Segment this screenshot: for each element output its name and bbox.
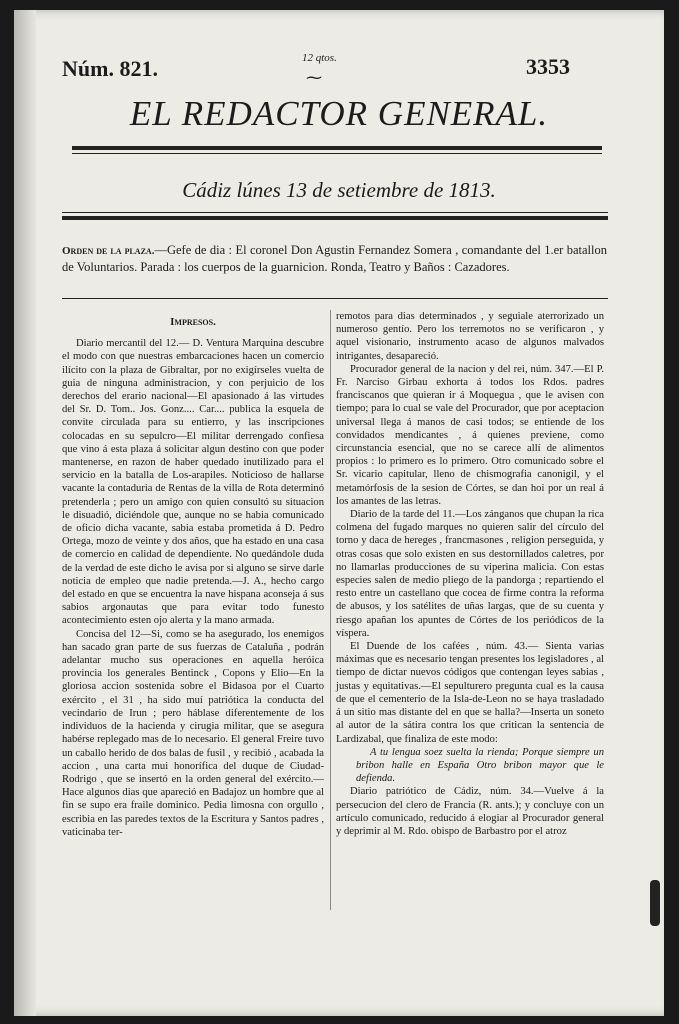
page-fold-shadow xyxy=(14,10,36,1016)
article-diario-patriotico: Diario patriótico de Cádiz, núm. 34.—Vuelve á la persecucion del clero de Francia (R. ants.); y concluye con un artículo comunicado, reducido á elogiar al Procurador general y deprimir al M. Rdo. obispo de Barbastro por el atroz xyxy=(336,786,604,837)
section-rule xyxy=(62,298,608,299)
left-column xyxy=(62,310,324,839)
newspaper-page xyxy=(14,10,664,1016)
flourish-ornament: ⁓ xyxy=(306,70,322,87)
orden-de-la-plaza xyxy=(62,242,607,275)
ink-blot xyxy=(650,880,660,926)
article-concisa: Concisa del 12—Si, como se ha asegurado, los enemigos han sacado gran parte de sus fuerzas de Cataluña , podrán adelantar mucho sus operaciones en aquella heróica provincia los generales Bentinck , Copons y Elio—En la gloriosa accion sostenida sobre el Bidasoa por el Cuarto exército , el 31 , ha sido muí patriótica la conducta del vecindario de Irun ; pero háblase diferentemente de los individuos de la hacienda y cirugia militar, que se asegura habérse replegado mas de lo necesario. El general Freire tuvo un caballo herido de dos balas de fusil , y recibió , acabada la accion , una carta mui honorífica del duque de Ciudad-Rodrigo , que se insertó en la orden general del exército.—Hace algunos dias que apareció en Badajoz un hombre que al fin se supo era fraile dominico. Pedia limosna con orgullo , escribia en las paredes textos de la Escritura y Santos padres , vaticinaba ter- xyxy=(62,628,324,838)
article-continuation: remotos para dias determinados , y seguiale aterrorizado un numeroso gentío. Pero los terremotos no se verificaron , y aquel visionario, instrumento acaso de algunos malvados intrigantes, desapareció. xyxy=(336,311,604,362)
poem-verse: A tu lengua soez suelta la rienda; Porque siempre un bribon halle en España Otro bribon mayor que le defienda. xyxy=(356,746,604,785)
masthead-rule-thin xyxy=(72,153,602,154)
date-rule-thin xyxy=(62,212,608,213)
right-column xyxy=(336,310,604,838)
dateline: Cádiz lúnes 13 de setiembre de 1813. xyxy=(182,178,496,202)
masthead-rule-thick xyxy=(72,146,602,150)
article-diario-mercantil: Diario mercantil del 12.— D. Ventura Marquina descubre el modo con que nuestras embarcaciones hacen un comercio ilícito con la plaza de Gibraltar, por no exigírseles vuelta de guia de ninguna administracion, y con perjuicio de los derechos del erario nacional—El apasionado á las virtudes del Sr. D. Tom.. Jos. Gonz.... Car.... publica la esquela de convite circulada para su entierro, y las inscripciones colocadas en su sepulcro—El militar derrengado confiesa que vino á esta plaza á solicitar algun destino con que poder mantenerse, en razon de haber quedado inutilizado para el servicio en la batalla de Los-arapiles. Noticioso de hallarse vacante la contaduria de Rentas de la villa de Rota determinó pretenderla ; pero un amigo con quien consultó su situacion le disuadió, diciéndole que, aunque no se habia comunicado de oficio dicha vacante, sabia estaba prometida á D. Pedro Ortega, mozo de veinte y dos años, que ha estado en una casa de comercio en calidad de dependiente. No quedándole duda de la verdad de este dicho le avisa por si alguno se sirve darle noticia de empleo que nadie pretenda.—J. A., hecho cargo del estado en que se encuentra la nave hispana aconseja á sus sabios argonautas que para evitar todo funesto acontecimiento esten ojo alerta y la mano armada. xyxy=(62,338,324,627)
article-procurador: Procurador general de la nacion y del rei, núm. 347.—El P. Fr. Narciso Girbau exhorta á todos los Rdos. padres franciscanos que quieran ir á Moquegua , que le avisen con tiempo; para lo cual se vale del Procurador, que por aceptacion universal llega á manos de casi todos; se entiende de los convidados mendicantes , á quienes previene, como circunstancia esencial, que no se carece allí de alimentos propios : lo primero es lo primero. Otro comunicado sobre el Sr. vicario capitular, lleno de chismografia canonigil, y el metamórfosis de la sesion de Córtes, se dan hoi por un real á los amantes de las letras. xyxy=(336,363,604,507)
page-number: 3353 xyxy=(526,54,570,79)
impresos-heading: Impresos. xyxy=(170,316,216,328)
newspaper-title: EL REDACTOR GENERAL. xyxy=(129,94,549,133)
article-diario-tarde: Diario de la tarde del 11.—Los zánganos que chupan la rica colmena del fugado marques no quieren salir del círculo del torno y daca de hereges , francmasones , religion perseguida, y otras cosas que solo existen en sus destornillados caletres, por no llamarlas producciones de su viperina malicia. Con estas especies salen de medio pliego de la pandorga ; repartiendo el resto entre un castellano que cocea de firme contra la reforma de abusos, y los satélites de uñas largas, que de su cuenta y riesgo apañan los apuntes de Córtes de los periódicos de la víspera. xyxy=(336,509,604,639)
column-divider xyxy=(330,310,331,910)
date-rule-thick xyxy=(62,216,608,220)
issue-price: 12 qtos. xyxy=(302,52,337,64)
orden-text: —Gefe de dia : El coronel Don Agustin Fernandez Somera , comandante del 1.er batallon de Voluntarios. Parada : los cuerpos de la guarnicion. Ronda, Teatro y Baños : Cazadores. xyxy=(62,243,608,274)
article-duende: El Duende de los cafées , núm. 43.— Sienta varias máximas que es necesario tengan presentes los legisladores , al tiempo de dictar nuevos códigos que contengan leyes sabias , justas y equitativas.—El sepulturero pregunta cual es la causa de que el cementerio de la Isla-de-Leon no se haya trasladado á un sitio mas distante del en que se halla?—Inserta un soneto al autor de la sátira contra los que critican la sentencia de Lardizabal, que finaliza de este modo: xyxy=(336,641,604,745)
orden-label: Orden de la plaza. xyxy=(62,245,155,257)
issue-number: Núm. 821. xyxy=(62,56,158,81)
